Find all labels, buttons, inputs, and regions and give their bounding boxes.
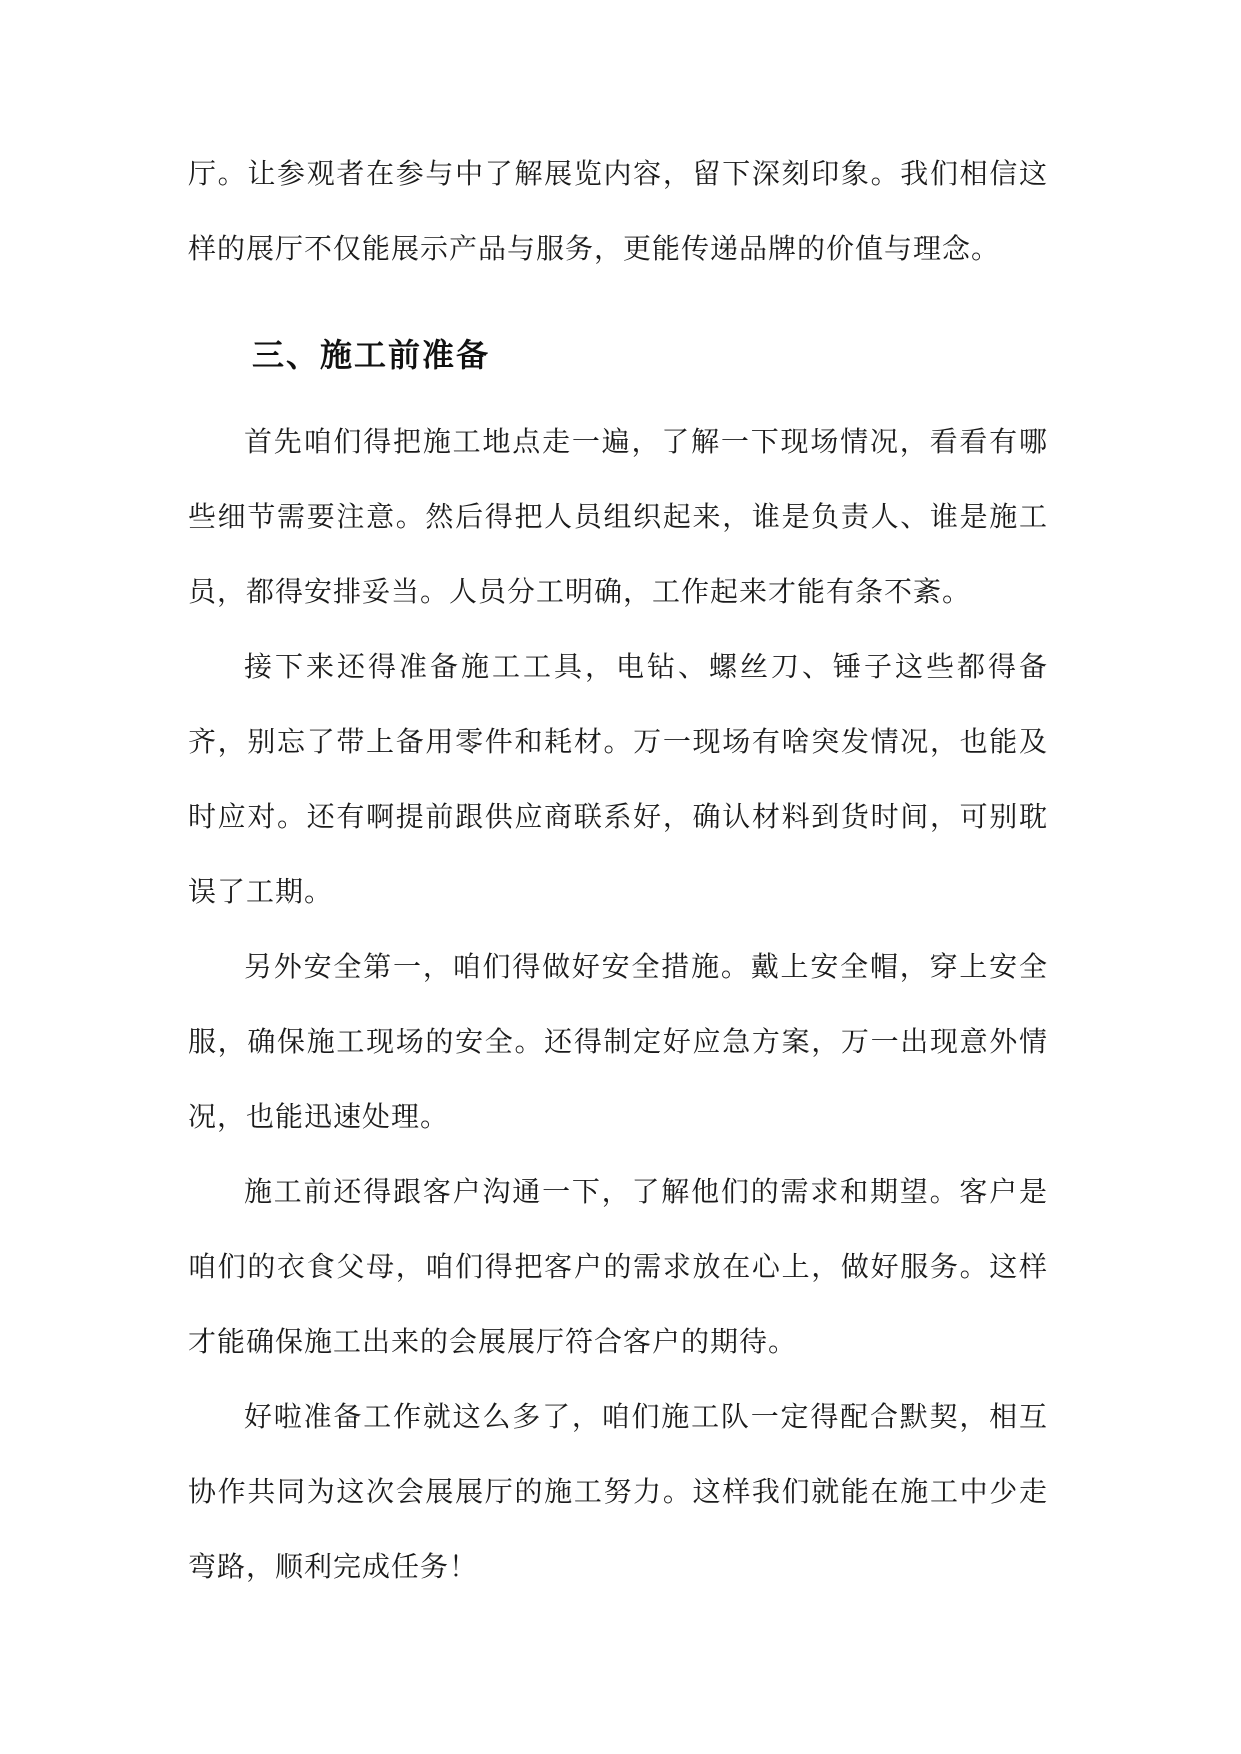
section-body [188, 404, 1048, 1604]
paragraph: 接下来还得准备施工工具，电钻、螺丝刀、锤子这些都得备齐，别忘了带上备用零件和耗材。万一现场有啥突发情况，也能及时应对。还有啊提前跟供应商联系好，确认材料到货时间，可别耽误了工期。 [188, 650, 1048, 908]
paragraph: 好啦准备工作就这么多了，咱们施工队一定得配合默契，相互协作共同为这次会展展厅的施工努力。这样我们就能在施工中少走弯路，顺利完成任务！ [188, 1400, 1048, 1583]
section-heading: 三、施工前准备 [252, 336, 491, 374]
paragraph: 另外安全第一，咱们得做好安全措施。戴上安全帽，穿上安全服，确保施工现场的安全。还得制定好应急方案，万一出现意外情况，也能迅速处理。 [188, 950, 1048, 1133]
continuation-paragraph: 厅。让参观者在参与中了解展览内容，留下深刻印象。我们相信这样的展厅不仅能展示产品与服务，更能传递品牌的价值与理念。 [188, 157, 1048, 265]
paragraph: 首先咱们得把施工地点走一遍，了解一下现场情况，看看有哪些细节需要注意。然后得把人员组织起来，谁是负责人、谁是施工员，都得安排妥当。人员分工明确，工作起来才能有条不紊。 [188, 425, 1048, 608]
paragraph: 施工前还得跟客户沟通一下，了解他们的需求和期望。客户是咱们的衣食父母，咱们得把客户的需求放在心上，做好服务。这样才能确保施工出来的会展展厅符合客户的期待。 [188, 1175, 1048, 1358]
